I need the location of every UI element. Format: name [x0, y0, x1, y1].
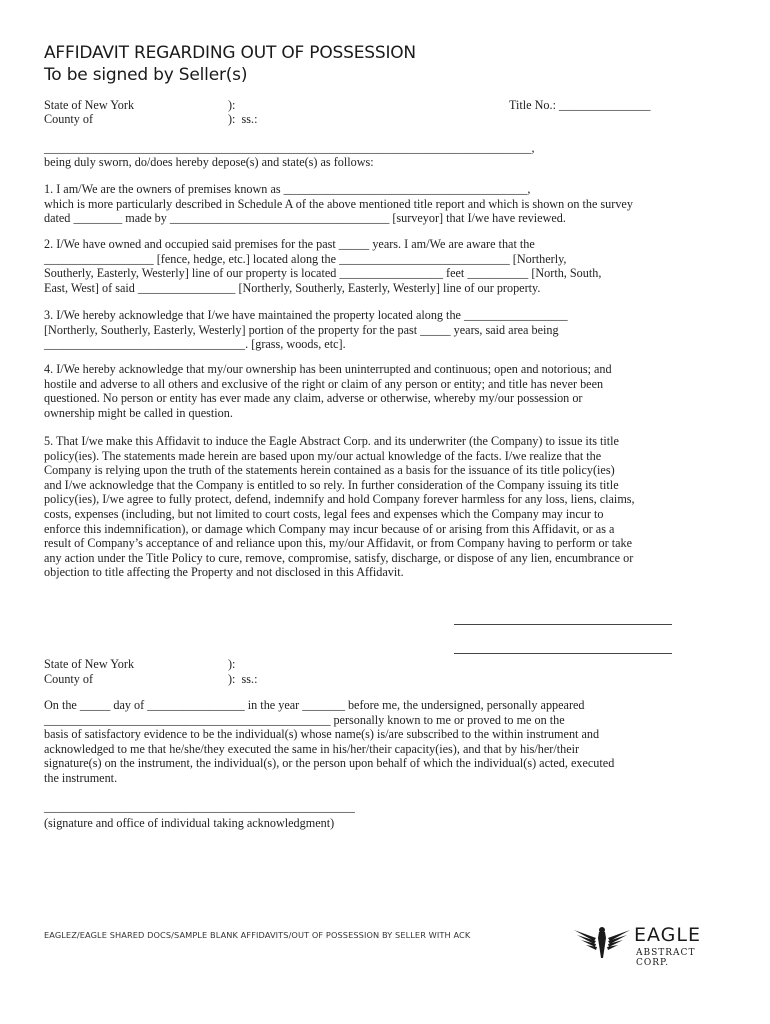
signature-line-2 — [454, 653, 672, 654]
venue-colon-4: ): ss.: — [228, 672, 258, 686]
venue-colon-1: ): — [228, 98, 236, 112]
eagle-icon — [572, 924, 632, 964]
acknowledgment-text: On the _____ day of ________________ in the year _______ before me, the undersigned, personally appeared _______________________________________________ personally known to me or proved to me on the basis of satisfactory evidence to be the individual(s) whose name(s) is/are subscribed to the within instrument and acknowledged to me that he/she/they executed the same in his/her/their capacity(ies), and that by his/her/their signature(s) on the instrument, the individual(s), or the person upon behalf of which the individual(s) acted, executed the instrument. — [44, 698, 615, 785]
venue-county-2: County of — [44, 672, 94, 686]
paragraph-1: 1. I am/We are the owners of premises known as ________________________________________, which is more particularly described in Schedule A of the above mentioned title report and which is shown on the survey dated ________ made by ____________________________________ [surveyor] that I/we have reviewed. — [44, 182, 633, 226]
venue-colon-3: ): — [228, 657, 236, 671]
sworn-statement: being duly sworn, do/does hereby depose(s) and state(s) as follows: — [44, 155, 374, 169]
eagle-logo — [572, 922, 722, 966]
venue-state-2: State of New York — [44, 657, 135, 671]
paragraph-5: 5. That I/we make this Affidavit to induce the Eagle Abstract Corp. and its underwriter (the Company) to issue its title policy(ies). The statements made herein are based upon my/our actual knowledge of the facts. I/we realize that the Company is relying upon the truth of the statements herein contained as a basis for the issuance of its title policy(ies) and I/we acknowledge that the Company is entitled to so rely. In further consideration of the Company issuing its title policy(ies), I/we agree to fully protect, defend, indemnify and hold Company forever harmless for any loss, liens, claims, costs, expenses (including, but not limited to court costs, legal fees and expenses which the Company may incur to enforce this indemnification), or damage which Company may incur because of or arising from this Affidavit, or as a result of Company’s acceptance of and reliance upon this, my/our Affidavit, or from Company having to perform or take any action under the Title Policy to cure, remove, compromise, satisfy, discharge, or dispose of any lien, encumbrance or objection to title affecting the Property and not disclosed in this Affidavit. — [44, 434, 635, 580]
venue-state: State of New York — [44, 98, 135, 112]
footer-file-path: EAGLEZ/EAGLE SHARED DOCS/SAMPLE BLANK AFFIDAVITS/OUT OF POSSESSION BY SELLER WITH ACK — [44, 930, 471, 940]
paragraph-2: 2. I/We have owned and occupied said premises for the past _____ years. I am/We are aware that the __________________ [fence, hedge, etc.] located along the ____________________________ [Northerly, Southerly, Easterly, Westerly] line of our property is located _________________ feet __________ [North, South, East, West] of said ________________ [Northerly, Southerly, Easterly, Westerly] line of our property. — [44, 237, 602, 295]
logo-wordmark: EAGLE — [634, 924, 701, 946]
venue-county: County of — [44, 112, 94, 126]
signature-line-1 — [454, 624, 672, 625]
deponent-name-line: ________________________________________________________________________________, — [44, 141, 535, 155]
document-title — [44, 42, 416, 86]
title-number-field: Title No.: _______________ — [509, 98, 651, 112]
paragraph-3: 3. I/We hereby acknowledge that I/we have maintained the property located along the _________________ [Northerly, Southerly, Easterly, Westerly] portion of the property for the past _____ years, said area being _________________________________. [grass, woods, etc]. — [44, 308, 568, 352]
notary-signature-line: ___________________________________________________ — [44, 800, 355, 814]
title-line-2: To be signed by Seller(s) — [44, 65, 248, 85]
notary-caption: (signature and office of individual taking acknowledgment) — [44, 816, 335, 830]
logo-subtitle: ABSTRACT CORP. — [636, 948, 696, 968]
venue-colon-2: ): ss.: — [228, 112, 258, 126]
title-line-1: AFFIDAVIT REGARDING OUT OF POSSESSION — [44, 43, 416, 63]
paragraph-4: 4. I/We hereby acknowledge that my/our ownership has been uninterrupted and continuous; open and notorious; and hostile and adverse to all others and exclusive of the right or claim of any person or entity; and title has never been questioned. No person or entity has ever made any claim, adverse or otherwise, whereby my/our possession or ownership might be called in question. — [44, 362, 612, 420]
